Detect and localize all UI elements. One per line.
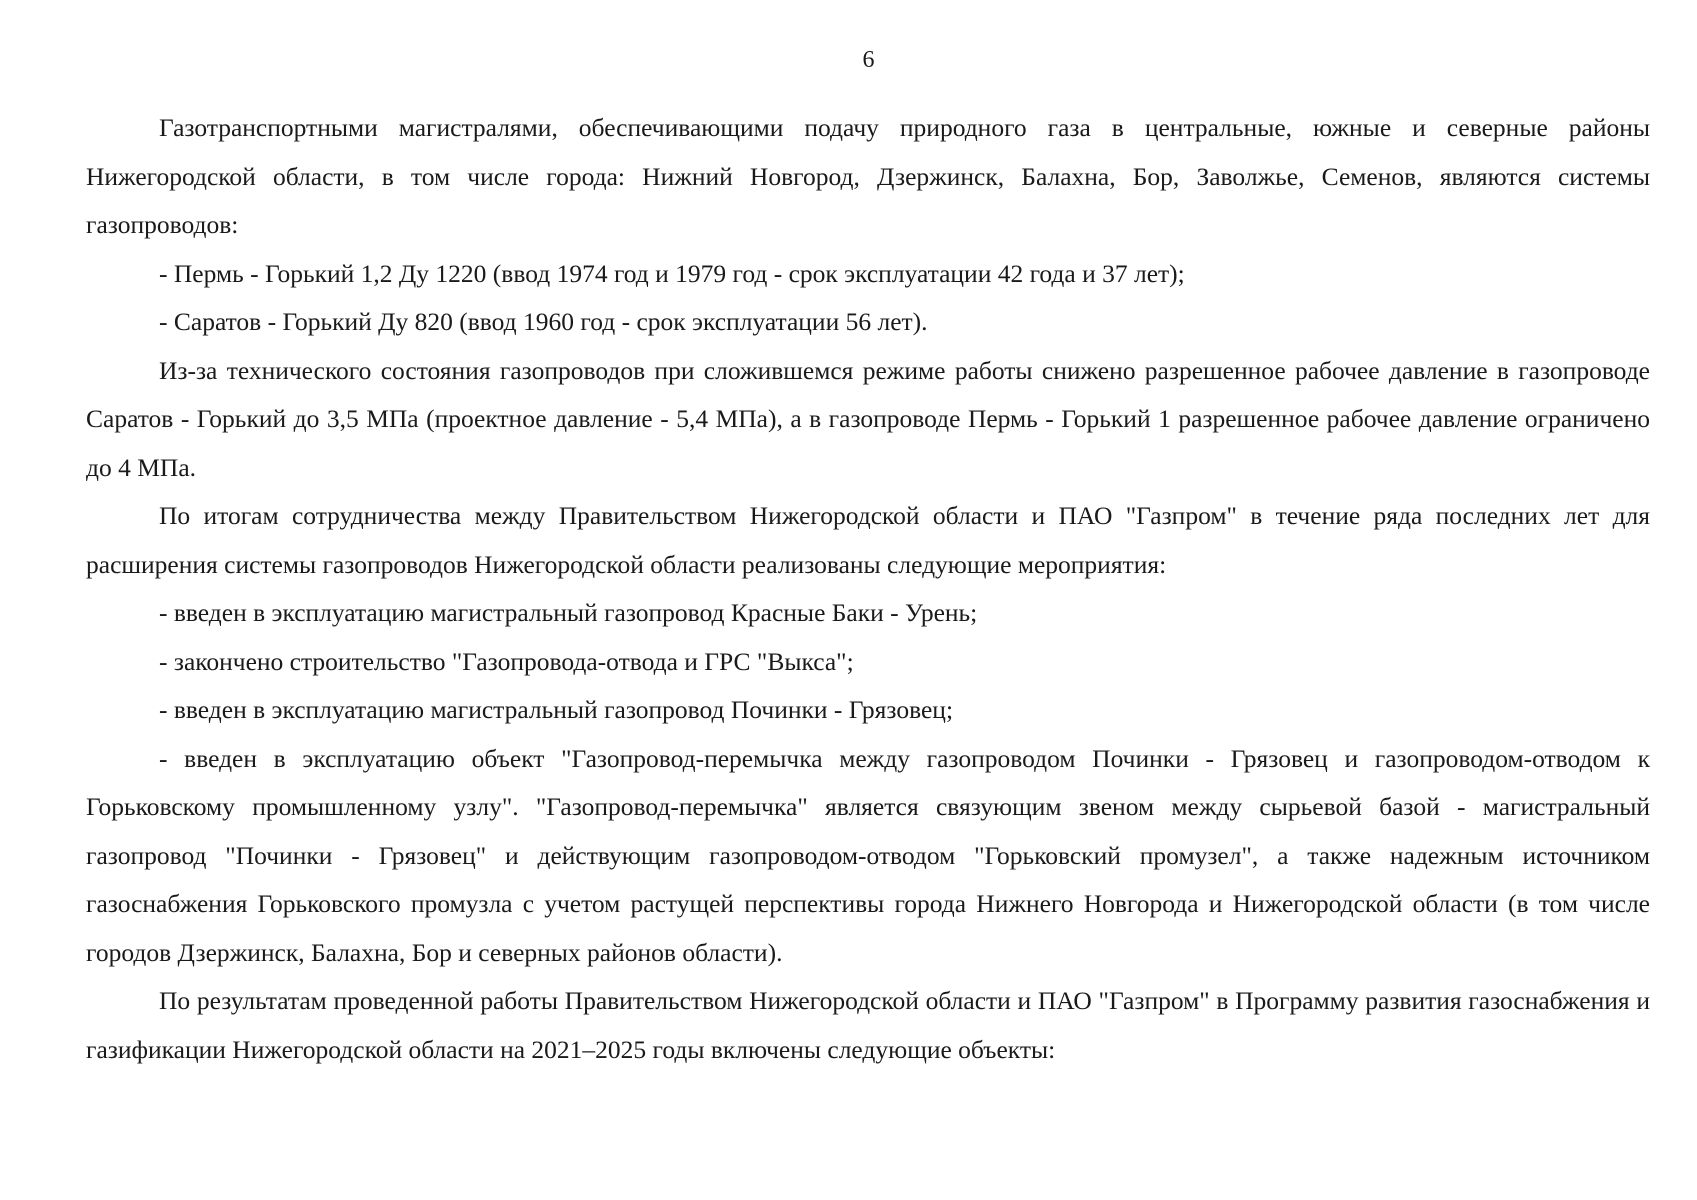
list-item-saratov-gorky: - Саратов - Горький Ду 820 (ввод 1960 год - срок эксплуатации 56 лет). [159,307,928,336]
paragraph-program-2021-2025: По результатам проведенной работы Правительством Нижегородской области и ПАО "Газпром" в Программу развития газоснабжения и газификации Нижегородской области на 2021–2025 годы включены следующие объекты: [86,986,1650,1064]
paragraph-gas-trunklines: Газотранспортными магистралями, обеспечивающими подачу природного газа в центральные, южные и северные районы Нижегородской области, в том числе города: Нижний Новгород, Дзержинск, Балахна, Бор, Заволжье, Семенов, являются системы газопроводов: [86,113,1650,239]
page-number: 6 [862,47,875,73]
list-item-krasnye-baki-uren: - введен в эксплуатацию магистральный газопровод Красные Баки - Урень; [159,598,978,627]
list-item-vyksa: - закончено строительство "Газопровода-отвода и ГРС "Выкса"; [159,646,854,676]
paragraph-jumper-pipeline: - введен в эксплуатацию объект "Газопровод-перемычка между газопроводом Починки - Грязовец и газопроводом-отводом к Горьковскому промышленному узлу". "Газопровод-перемычка" является связующим звеном между сырьевой базой - магистральный газопровод "Починки - Грязовец" и действующим газопроводом-отводом "Горьковский промузел", а также надежным источником газоснабжения Горьковского промузла с учетом растущей перспективы города Нижнего Новгорода и Нижегородской области (в том числе городов Дзержинск, Балахна, Бор и северных районов области). [86,743,1650,967]
list-item-perm-gorky: - Пермь - Горький 1,2 Ду 1220 (ввод 1974 год и 1979 год - срок эксплуатации 42 года и 37 лет); [159,258,1185,288]
paragraph-technical-condition: Из-за технического состояния газопроводов при сложившемся режиме работы снижено разрешенное рабочее давление в газопроводе Саратов - Горький до 3,5 МПа (проектное давление - 5,4 МПа), а в газопроводе Пермь - Горький 1 разрешенное рабочее давление ограничено до 4 МПа. [86,355,1650,482]
list-item-pochinki-gryazovets: - введен в эксплуатацию магистральный газопровод Починки - Грязовец; [159,695,954,724]
paragraph-cooperation-results: По итогам сотрудничества между Правительством Нижегородской области и ПАО "Газпром" в течение ряда последних лет для расширения системы газопроводов Нижегородской области реализованы следующие мероприятия: [86,501,1650,579]
document-body [86,104,1650,1074]
